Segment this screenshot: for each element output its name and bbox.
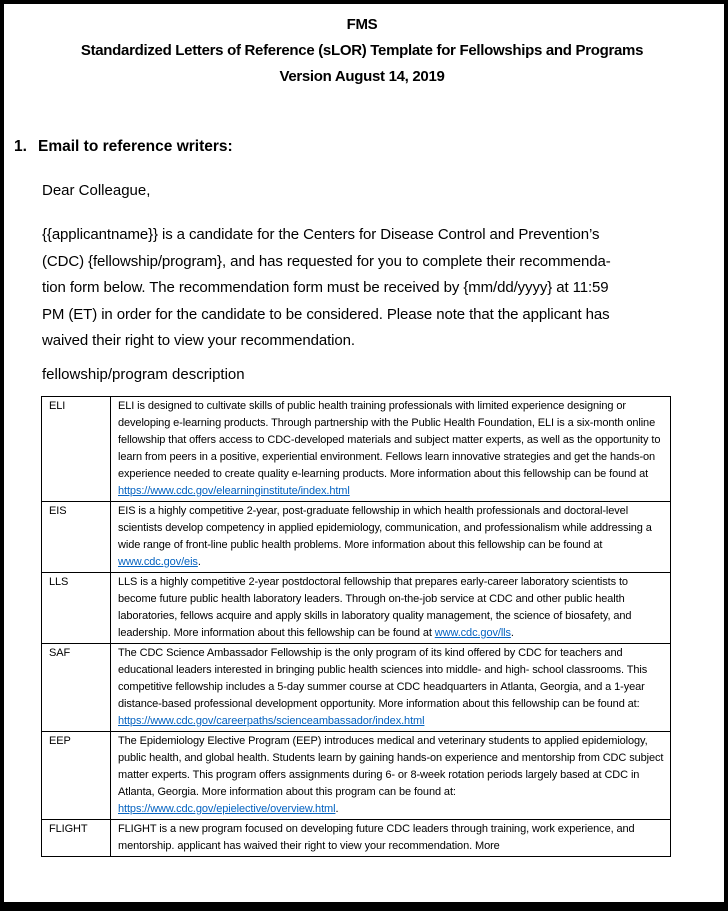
table-caption: fellowship/program description — [42, 365, 245, 383]
document-header — [14, 12, 710, 90]
program-row-eis — [42, 501, 671, 572]
paragraph-line-2: (CDC) {fellowship/program}, and has requested for you to complete their recommenda- — [42, 252, 611, 270]
section-heading — [14, 136, 710, 157]
program-table-body — [42, 396, 671, 856]
program-description-text: LLS is a highly competitive 2-year postdoctoral fellowship that prepares early-career laboratory scientists to become future public health laboratory leaders. Through on-the-job service at CDC and other public health laboratories, fellows acquire and apply skills in laboratory quality management, the science of biosafety, and leadership. More information about this fellowship can be found at — [118, 575, 632, 639]
program-description-text: The CDC Science Ambassador Fellowship is the only program of its kind offered by CDC for teachers and educational leaders interested in bringing public health sciences into middle- and high- school classrooms. This competitive fellowship includes a 5-day summer course at CDC headquarters in Atlanta, Georgia, and a 1-year distance-based professional development opportunity. More information about this fellowship can be found at: — [118, 646, 648, 710]
program-link[interactable]: www.cdc.gov/lls — [434, 626, 511, 639]
program-code: FLIGHT — [42, 819, 111, 856]
program-description-text: . — [335, 802, 339, 815]
program-description — [111, 501, 671, 572]
program-code: LLS — [42, 572, 111, 643]
paragraph-line-4: PM (ET) in order for the candidate to be considered. Please note that the applicant has — [42, 305, 610, 323]
document-content — [4, 4, 724, 857]
title-line-1: FMS — [346, 16, 378, 33]
program-description — [111, 396, 671, 501]
paragraph-line-3: tion form below. The recommendation form must be received by {mm/dd/yyyy} at 11:59 — [42, 279, 609, 296]
program-description — [111, 572, 671, 643]
program-description — [111, 731, 671, 819]
paragraph-line-5: waived their right to view your recommendation. — [42, 332, 355, 349]
program-description — [111, 643, 671, 731]
title-line-3: Version August 14, 2019 — [279, 68, 445, 85]
program-code: EEP — [42, 731, 111, 819]
program-code: EIS — [42, 501, 111, 572]
program-table — [41, 396, 671, 857]
section-title: Email to reference writers: — [38, 138, 233, 155]
program-link[interactable]: https://www.cdc.gov/elearninginstitute/index.html — [118, 484, 350, 497]
program-description-text: . — [510, 626, 514, 639]
program-description-text: FLIGHT is a new program focused on developing future CDC leaders through training, work experience, and mentorship. applicant has waived their right to view your recommendation. More — [118, 822, 635, 852]
program-code: ELI — [42, 396, 111, 501]
program-link[interactable]: https://www.cdc.gov/epielective/overview.html — [118, 802, 336, 815]
section-number: 1. — [14, 138, 27, 155]
program-code: SAF — [42, 643, 111, 731]
program-row-eep — [42, 731, 671, 819]
letter-paragraph — [42, 222, 710, 355]
program-row-eli — [42, 396, 671, 501]
program-description — [111, 819, 671, 856]
program-description-text: The Epidemiology Elective Program (EEP) introduces medical and veterinary students to applied epidemiology, public health, and global health. Students learn by gaining hands-on experience and mentorship from CDC subject matter experts. This program offers assignments during 6- or 8-week rotation periods largely based at CDC in Atlanta, Georgia. More information about this program can be found at: — [118, 734, 664, 798]
program-description-text: ELI is designed to cultivate skills of public health training professionals with limited experience designing or developing e-learning products. Through partnership with the Public Health Foundation, ELI is a six-month online fellowship that offers access to CDC-developed materials and subject matter experts, as well as the opportunity to learn from peers in a positive, experiential environment. Fellows learn innovative strategies and get the hands-on experience needed to create quality e-learning products. More information about this fellowship can be found at — [118, 399, 661, 480]
program-row-saf — [42, 643, 671, 731]
title-line-2: Standardized Letters of Reference (sLOR) Template for Fellowships and Programs — [80, 42, 644, 59]
program-description-text: . — [197, 555, 201, 568]
program-link[interactable]: https://www.cdc.gov/careerpaths/scienceambassador/index.html — [118, 714, 425, 727]
program-row-flight — [42, 819, 671, 856]
program-link[interactable]: www.cdc.gov/eis — [118, 555, 198, 568]
salutation: Dear Colleague, — [42, 182, 151, 199]
program-row-lls — [42, 572, 671, 643]
paragraph-line-1: {{applicantname}} is a candidate for the Centers for Disease Control and Prevention’s — [42, 226, 600, 243]
program-description-text: EIS is a highly competitive 2-year, post-graduate fellowship in which health professionals and doctoral-level scientists develop competency in applied epidemiology, communication, and professionalism while addressing a wide range of front-line public health problems. More information about this fellowship can be found at — [118, 504, 652, 551]
